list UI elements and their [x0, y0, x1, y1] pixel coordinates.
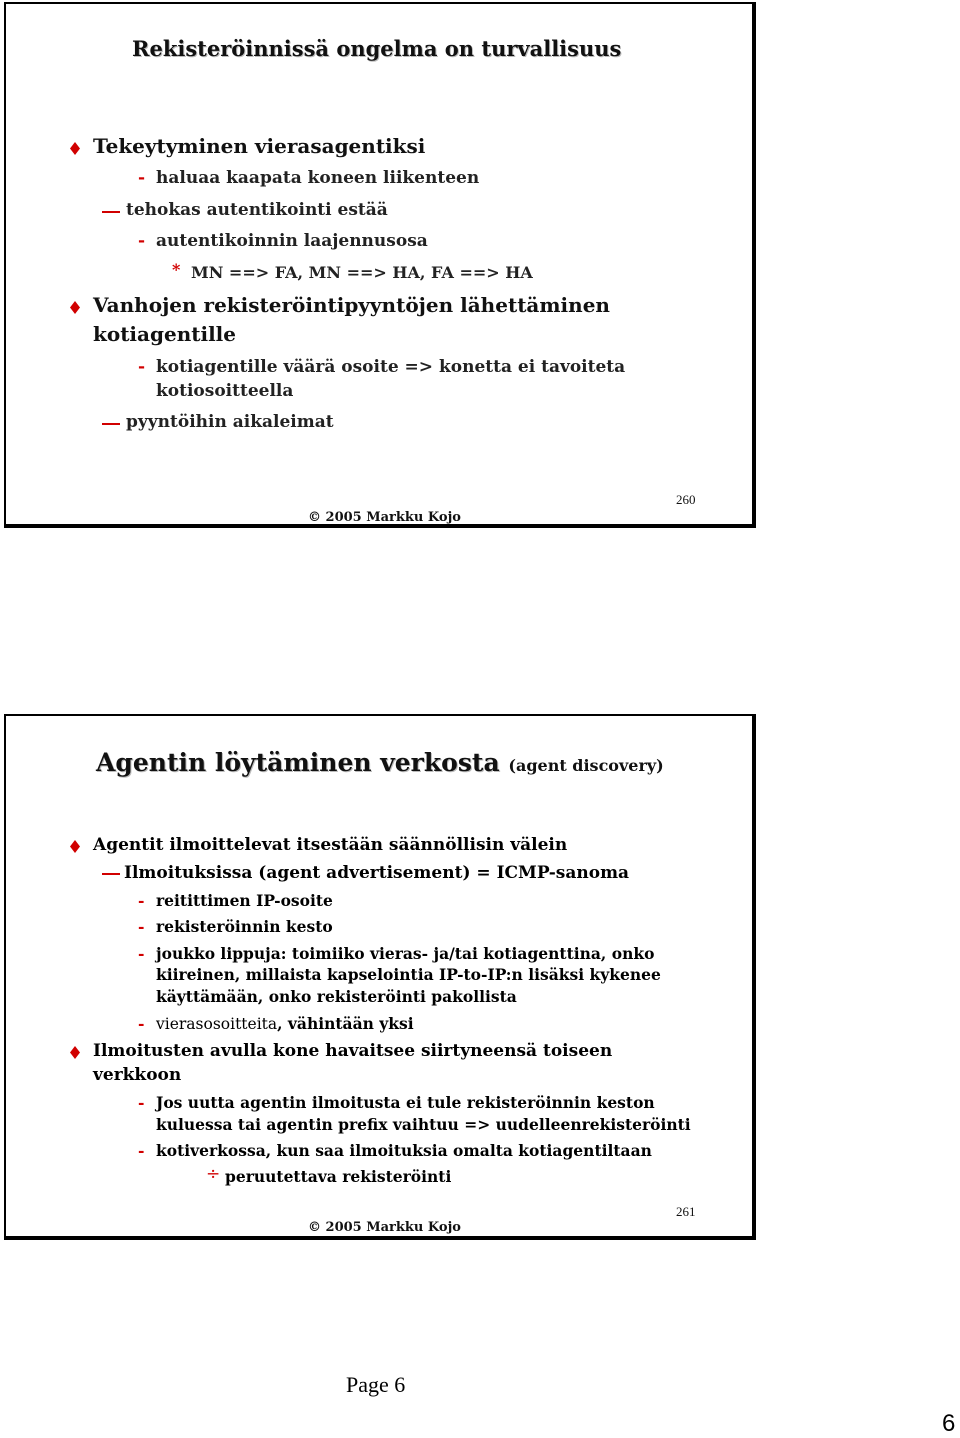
copyright: © 2005 Markku Kojo	[308, 510, 461, 525]
long-dash-icon	[102, 873, 120, 875]
dash-marker: -	[138, 231, 146, 251]
bullet-item: Ilmoitusten avulla kone havaitsee siirtyneensä toiseen	[93, 1041, 613, 1061]
sub-sub-item: reitittimen IP-osoite	[156, 891, 333, 910]
sub-sub-item-plain: vierasosoitteita	[156, 1015, 278, 1033]
bullet-item: Vanhojen rekisteröintipyyntöjen lähettäminen	[93, 293, 610, 317]
dash-marker: -	[138, 357, 146, 377]
sub-item: kotiverkossa, kun saa ilmoituksia omalta kotiagentiltaan	[156, 1141, 652, 1160]
dash-marker: -	[138, 1014, 145, 1033]
sub-item: autentikoinnin laajennusosa	[156, 231, 428, 251]
sub-sub-item-bold: , vähintään yksi	[277, 1014, 414, 1033]
sub-sub-item: rekisteröinnin kesto	[156, 917, 333, 936]
dash-marker: -	[138, 1141, 145, 1160]
sub-sub-item	[156, 1014, 414, 1033]
slide-number: 260	[676, 492, 696, 507]
sub-item: tehokas autentikointi estää	[126, 200, 388, 220]
sub-item: pyyntöihin aikaleimat	[126, 412, 334, 432]
long-dash-icon	[102, 423, 120, 425]
dash-marker: -	[138, 944, 145, 963]
star-marker: *	[172, 260, 181, 279]
sub-sub-item-continued: kiireinen, millaista kapselointia IP-to-IP:n lisäksi kykenee	[156, 965, 661, 984]
bullet-item: Tekeytyminen vierasagentiksi	[93, 134, 426, 158]
slide-title: Rekisteröinnissä ongelma on turvallisuus	[132, 36, 622, 61]
sub-item-continued: kuluessa tai agentin prefix vaihtuu => uudelleenrekisteröinti	[156, 1115, 691, 1134]
divide-marker: ÷	[206, 1164, 221, 1184]
dash-marker: -	[138, 891, 145, 910]
corner-page-number: 6	[942, 1410, 956, 1437]
bullet-item: Agentit ilmoittelevat itsestään säännöllisin välein	[93, 835, 568, 855]
slide-title-main: Agentin löytäminen verkosta	[96, 748, 500, 777]
sub-item: kotiagentille väärä osoite => konetta ei tavoiteta	[156, 357, 626, 377]
diamond-bullet-icon	[70, 840, 80, 853]
slide-title	[96, 748, 664, 777]
slide-title-sub: (agent discovery)	[508, 756, 664, 775]
page-label: Page 6	[346, 1372, 406, 1397]
sub-sub-item: joukko lippuja: toimiiko vieras- ja/tai kotiagenttina, onko	[156, 944, 655, 963]
sub-sub-item: peruutettava rekisteröinti	[225, 1167, 452, 1186]
bullet-item-continued: verkkoon	[93, 1065, 182, 1085]
dash-marker: -	[138, 168, 146, 188]
slide-number: 261	[676, 1204, 696, 1219]
sub-item: Ilmoituksissa (agent advertisement) = ICMP-sanoma	[124, 863, 630, 883]
long-dash-icon	[102, 211, 120, 213]
copyright: © 2005 Markku Kojo	[308, 1220, 461, 1235]
diamond-bullet-icon	[70, 142, 80, 155]
dash-marker: -	[138, 1093, 145, 1112]
slide-261	[4, 714, 756, 1240]
bullet-item-continued: kotiagentille	[93, 322, 236, 346]
sub-item: Jos uutta agentin ilmoitusta ei tule rekisteröinnin keston	[156, 1093, 655, 1112]
sub-item-continued: kotiosoitteella	[156, 381, 294, 401]
sub-sub-item-continued: käyttämään, onko rekisteröinti pakollista	[156, 987, 517, 1006]
diamond-bullet-icon	[70, 301, 80, 314]
dash-marker: -	[138, 917, 145, 936]
sub-item: haluaa kaapata koneen liikenteen	[156, 168, 480, 188]
sub-sub-item: MN ==> FA, MN ==> HA, FA ==> HA	[191, 263, 533, 282]
slide-260	[4, 2, 756, 528]
diamond-bullet-icon	[70, 1046, 80, 1059]
